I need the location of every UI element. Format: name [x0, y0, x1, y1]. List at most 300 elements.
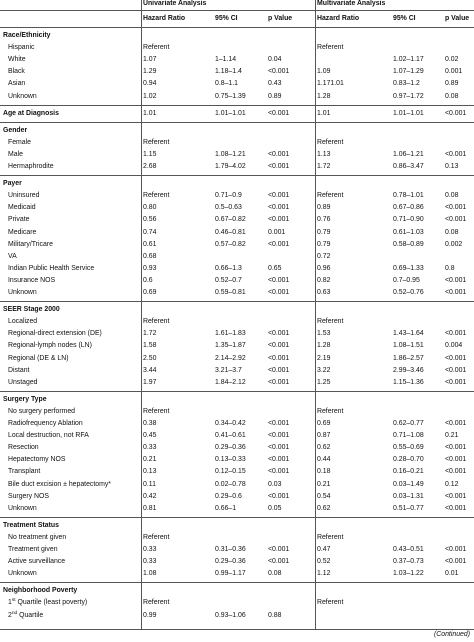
row-label: Treatment given: [8, 546, 58, 553]
table-cell: Referent: [317, 192, 344, 200]
row-label: Private: [8, 216, 30, 224]
table-cell: 0.08: [445, 192, 459, 200]
table-row: [0, 328, 474, 340]
section-title-row: [0, 178, 474, 190]
table-cell: 0.02: [445, 56, 459, 64]
row-label: Unknown: [8, 570, 37, 578]
table-cell: 0.38: [143, 420, 157, 427]
column-header-row: [0, 13, 474, 25]
table-cell: <0.001: [268, 546, 290, 553]
table-cell: 0.66–1: [215, 504, 237, 512]
table-cell: 1.12: [317, 570, 331, 578]
section-title: Treatment Status: [3, 521, 59, 529]
row-label: Unstaged: [8, 378, 38, 386]
table-cell: <0.001: [268, 216, 290, 224]
table-cell: Referent: [317, 44, 344, 52]
table-cell: <0.001: [445, 504, 467, 512]
table-cell: 1–1.14: [215, 56, 237, 64]
table-cell: <0.001: [268, 558, 290, 566]
table-cell: <0.001: [268, 366, 290, 374]
table-cell: 0.51–0.77: [393, 504, 424, 512]
table-cell: 1.02: [143, 92, 157, 100]
row-label: Unknown: [8, 289, 37, 296]
table-bottom-line: [0, 629, 474, 630]
table-cell: 0.43: [268, 80, 282, 88]
table-cell: 0.65: [268, 264, 282, 272]
table-cell: <0.001: [445, 558, 467, 566]
table-cell: 1.15–1.36: [393, 378, 424, 386]
table-cell: 0.52–0.76: [393, 289, 424, 296]
table-cell: 0.68: [143, 252, 157, 260]
ordinal-number: 1: [8, 599, 12, 607]
section-title-row: [0, 585, 474, 597]
table-cell: <0.001: [445, 420, 467, 427]
table-cell: 0.13–0.33: [215, 456, 246, 464]
table-cell: 0.88: [268, 611, 282, 619]
table-row: [0, 532, 474, 544]
table-cell: 0.69–1.33: [393, 264, 424, 272]
row-label: Unknown: [8, 504, 37, 512]
section-title: Race/Ethnicity: [3, 32, 51, 39]
table-cell: <0.001: [268, 163, 290, 170]
table-cell: 0.96: [317, 264, 331, 272]
table-cell: 1.53: [317, 330, 331, 338]
table-cell: 0.67–0.86: [393, 204, 424, 212]
table-cell: 0.58–0.89: [393, 240, 424, 248]
table-cell: 1.35–1.87: [215, 342, 246, 350]
table-row: [0, 161, 474, 173]
table-cell: <0.001: [268, 354, 290, 362]
table-row: [0, 190, 474, 202]
table-row: [0, 454, 474, 466]
section-title: Age at Diagnosis: [3, 109, 59, 117]
table-row: [0, 251, 474, 263]
table-cell: 1.25: [317, 378, 331, 386]
table-cell: Referent: [317, 599, 344, 607]
table-cell: <0.001: [268, 342, 290, 350]
table-cell: <0.001: [268, 468, 290, 476]
table-cell: 0.03: [268, 480, 282, 488]
table-cell: 0.81: [143, 504, 157, 512]
table-cell: 0.52: [317, 558, 331, 566]
table-cell: 0.33: [143, 558, 157, 566]
table-cell: 0.72: [317, 252, 331, 260]
table-cell: 0.004: [445, 342, 463, 350]
row-label: Male: [8, 150, 23, 158]
table-row: [0, 149, 474, 161]
table-cell: 0.82: [317, 276, 331, 284]
table-row: [0, 137, 474, 149]
table-cell: 0.75–1.39: [215, 92, 246, 100]
table-cell: 0.08: [445, 92, 459, 100]
table-cell: 1.58: [143, 342, 157, 350]
table-cell: 0.71–0.9: [215, 192, 242, 200]
table-cell: Referent: [317, 407, 344, 415]
table-cell: 0.13: [143, 468, 157, 476]
table-cell: 0.21: [317, 480, 331, 488]
table-row: [0, 227, 474, 239]
table-cell: 0.93: [143, 264, 157, 272]
row-label: Active surveillance: [8, 558, 66, 566]
table-cell: 1.07: [143, 56, 157, 64]
table-cell: 0.44: [317, 456, 331, 464]
table-row: [0, 430, 474, 442]
table-cell: 0.29–0.6: [215, 492, 242, 500]
table-cell: 0.04: [268, 56, 282, 64]
row-label: Female: [8, 138, 31, 146]
section-divider: [0, 105, 474, 106]
table-cell: 2.14–2.92: [215, 354, 246, 362]
section-title: SEER Stage 2000: [3, 306, 60, 314]
table-cell: 0.76: [317, 216, 331, 224]
row-label: Distant: [8, 366, 30, 374]
table-cell: 0.5–0.63: [215, 204, 242, 212]
row-label: Transplant: [8, 468, 41, 476]
table-cell: 1.15: [143, 150, 157, 158]
table-cell: 0.6: [143, 276, 153, 284]
table-cell: 0.18: [317, 468, 331, 476]
row-label: Black: [8, 68, 25, 76]
table-cell: Referent: [143, 407, 170, 415]
section-divider: [0, 175, 474, 176]
table-cell: 0.12: [445, 480, 459, 488]
section-divider: [0, 391, 474, 392]
table-row: [0, 353, 474, 365]
table-row: [0, 263, 474, 275]
table-cell: 1.171.01: [317, 80, 344, 88]
table-cell: 0.66–1.3: [215, 264, 242, 272]
table-cell: 1.01: [317, 109, 331, 117]
table-row: [0, 202, 474, 214]
table-cell: 0.71–1.08: [393, 432, 424, 440]
table-cell: <0.001: [268, 240, 290, 248]
section-divider: [0, 122, 474, 123]
table-cell: 0.99: [143, 611, 157, 619]
table-cell: 2.68: [143, 163, 157, 170]
section-divider: [0, 517, 474, 518]
table-cell: 0.59–0.81: [215, 289, 246, 296]
table-cell: 1.13: [317, 150, 331, 158]
table-cell: <0.001: [268, 68, 290, 76]
section-title: Surgery Type: [3, 395, 47, 403]
table-cell: Referent: [143, 318, 170, 326]
table-cell: 0.62: [317, 444, 331, 452]
table-row: [0, 275, 474, 287]
row-label: Uninsured: [8, 192, 40, 200]
section-title-row: [0, 108, 474, 120]
row-label: White: [8, 56, 26, 64]
table-cell: 0.13: [445, 163, 459, 170]
table-cell: <0.001: [445, 216, 467, 224]
section-title: Gender: [3, 126, 28, 134]
table-cell: 0.03–1.31: [393, 492, 424, 500]
table-cell: 0.97–1.72: [393, 92, 424, 100]
row-label: Hispanic: [8, 44, 35, 52]
p-multi-header: p Value: [445, 15, 470, 22]
table-cell: 2.50: [143, 354, 157, 362]
table-cell: 0.63: [317, 289, 331, 296]
table-cell: 0.86–3.47: [393, 163, 424, 170]
row-label: Regional (DE & LN): [8, 354, 69, 362]
table-cell: 0.33: [143, 444, 157, 452]
table-row: [0, 544, 474, 556]
table-cell: <0.001: [445, 276, 467, 284]
table-cell: <0.001: [445, 492, 467, 500]
table-cell: 1.43–1.64: [393, 330, 424, 338]
table-cell: 2.99–3.46: [393, 366, 424, 374]
table-cell: Referent: [317, 533, 344, 541]
table-cell: Referent: [143, 533, 170, 541]
table-cell: 1.08–1.51: [393, 342, 424, 350]
row-label: No surgery performed: [8, 407, 76, 415]
table-cell: 1.28: [317, 342, 331, 350]
table-cell: 1.06–1.21: [393, 150, 424, 158]
row-label: No treatment given: [8, 533, 67, 541]
table-cell: 1.86–2.57: [393, 354, 424, 362]
table-cell: 0.8: [445, 264, 455, 272]
table-cell: 0.47: [317, 546, 331, 553]
table-cell: <0.001: [268, 444, 290, 452]
table-cell: <0.001: [268, 330, 290, 338]
table-row: [0, 503, 474, 515]
table-cell: 0.69: [143, 289, 157, 296]
table-cell: <0.001: [445, 444, 467, 452]
row-label: Medicaid: [8, 204, 36, 212]
table-cell: 3.21–3.7: [215, 366, 242, 374]
table-cell: 0.57–0.82: [215, 240, 246, 248]
table-cell: 1.03–1.22: [393, 570, 424, 578]
table-cell: 1.08–1.21: [215, 150, 246, 158]
row-label: Regional-lymph nodes (LN): [8, 342, 92, 350]
table-cell: 0.21: [445, 432, 459, 440]
table-cell: 0.08: [268, 570, 282, 578]
row-label: Asian: [8, 80, 26, 88]
table-cell: <0.001: [268, 192, 290, 200]
table-cell: Referent: [143, 44, 170, 52]
table-row: [0, 91, 474, 103]
section-divider: [0, 301, 474, 302]
table-cell: 0.78–1.01: [393, 192, 424, 200]
row-label: Resection: [8, 444, 39, 452]
table-cell: <0.001: [445, 366, 467, 374]
table-cell: 0.05: [268, 504, 282, 512]
table-cell: 0.56: [143, 216, 157, 224]
table-cell: 0.83–1.2: [393, 80, 420, 88]
table-cell: 3.44: [143, 366, 157, 374]
table-cell: 0.29–0.36: [215, 558, 246, 566]
table-row: [0, 287, 474, 299]
table-row: [0, 556, 474, 568]
table-cell: <0.001: [445, 109, 467, 117]
ordinal-number: 2: [8, 611, 12, 619]
table-cell: 0.34–0.42: [215, 420, 246, 427]
table-cell: Referent: [317, 138, 344, 146]
row-label: [8, 597, 140, 609]
table-cell: 0.37–0.73: [393, 558, 424, 566]
table-row: [0, 406, 474, 418]
table-cell: 0.69: [317, 420, 331, 427]
table-cell: <0.001: [268, 289, 290, 296]
section-title-row: [0, 394, 474, 406]
table-cell: 0.41–0.61: [215, 432, 246, 440]
table-cell: <0.001: [268, 276, 290, 284]
table-cell: <0.001: [268, 150, 290, 158]
header-group-row: [0, 0, 474, 10]
row-label: VA: [8, 252, 17, 260]
table-cell: 0.55–0.69: [393, 444, 424, 452]
table-row: [0, 42, 474, 54]
table-cell: Referent: [143, 192, 170, 200]
table-row: [0, 66, 474, 78]
table-cell: 1.97: [143, 378, 157, 386]
row-label: Surgery NOS: [8, 492, 49, 500]
table-cell: 0.08: [445, 228, 459, 236]
header-group-line: [0, 10, 474, 11]
table-cell: 0.67–0.82: [215, 216, 246, 224]
table-cell: Referent: [143, 138, 170, 146]
row-label: Radiofrequency Ablation: [8, 420, 83, 427]
table-cell: <0.001: [445, 468, 467, 476]
table-row: [0, 239, 474, 251]
table-row: [0, 491, 474, 503]
p-uni-header: p Value: [268, 15, 293, 22]
table-cell: 0.02–0.78: [215, 480, 246, 488]
row-label: Regional-direct extension (DE): [8, 330, 102, 338]
table-cell: 0.03–1.49: [393, 480, 424, 488]
table-cell: 0.21: [143, 456, 157, 464]
table-cell: 1.02–1.17: [393, 56, 424, 64]
header-bottom-line: [0, 27, 474, 28]
quartile-text: Quartile: [17, 611, 44, 619]
multivariate-header: Multivariate Analysis: [317, 0, 386, 7]
table-cell: 1.08: [143, 570, 157, 578]
row-label: Indian Public Health Service: [8, 264, 95, 272]
row-label: Localized: [8, 318, 38, 326]
table-row: [0, 54, 474, 66]
table-cell: 0.99–1.17: [215, 570, 246, 578]
hr-uni-header: Hazard Ratio: [143, 15, 186, 22]
row-label: Local destruction, not RFA: [8, 432, 89, 440]
table-cell: 0.89: [317, 204, 331, 212]
row-label: Bile duct excision ± hepatectomy*: [8, 480, 111, 488]
univariate-header: Univariate Analysis: [143, 0, 207, 7]
table-cell: 1.84–2.12: [215, 378, 246, 386]
table-cell: 1.61–1.83: [215, 330, 246, 338]
table-cell: 1.01–1.01: [393, 109, 424, 117]
table-cell: 0.33: [143, 546, 157, 553]
table-cell: 1.79–4.02: [215, 163, 246, 170]
table-row: [0, 442, 474, 454]
table-row: [0, 214, 474, 226]
table-row: [0, 377, 474, 389]
table-cell: Referent: [317, 318, 344, 326]
table-cell: 1.72: [143, 330, 157, 338]
table-cell: 0.11: [143, 480, 156, 488]
table-cell: 0.61: [143, 240, 157, 248]
table-cell: 0.93–1.06: [215, 611, 246, 619]
table-cell: <0.001: [445, 204, 467, 212]
ordinal-suffix: nd: [11, 610, 18, 616]
table-cell: <0.001: [445, 150, 467, 158]
table-cell: <0.001: [268, 456, 290, 464]
table-cell: <0.001: [445, 354, 467, 362]
table-row: [0, 365, 474, 377]
table-cell: 0.79: [317, 240, 331, 248]
table-cell: 0.001: [268, 228, 286, 236]
table-cell: 0.16–0.21: [393, 468, 424, 476]
table-cell: 0.74: [143, 228, 157, 236]
table-row: [0, 316, 474, 328]
table-cell: 1.28: [317, 92, 331, 100]
table-cell: 0.89: [268, 92, 282, 100]
row-label: Hepatectomy NOS: [8, 456, 66, 464]
section-title-row: [0, 304, 474, 316]
row-label: Hermaphrodite: [8, 163, 54, 170]
table-cell: <0.001: [268, 378, 290, 386]
table-cell: 1.07–1.29: [393, 68, 424, 76]
table-cell: <0.001: [445, 289, 467, 296]
table-row: [0, 466, 474, 478]
table-cell: 0.61–1.03: [393, 228, 424, 236]
table-cell: <0.001: [445, 546, 467, 553]
table-cell: <0.001: [268, 492, 290, 500]
table-row: [0, 610, 474, 622]
table-cell: 0.62–0.77: [393, 420, 424, 427]
table-cell: 0.62: [317, 504, 331, 512]
table-row: [0, 597, 474, 609]
quartile-text: Quartile (least poverty): [15, 599, 88, 607]
table-cell: 3.22: [317, 366, 331, 374]
table-cell: 0.28–0.70: [393, 456, 424, 464]
table-cell: 0.54: [317, 492, 331, 500]
table-cell: 0.45: [143, 432, 157, 440]
table-cell: 0.46–0.81: [215, 228, 246, 236]
ci-uni-header: 95% CI: [215, 15, 238, 22]
table-cell: <0.001: [445, 378, 467, 386]
table-row: [0, 340, 474, 352]
table-cell: 0.29–0.36: [215, 444, 246, 452]
continued-note: (Continued): [433, 631, 470, 638]
table-row: [0, 418, 474, 430]
row-label: Unknown: [8, 92, 37, 100]
table-cell: 0.002: [445, 240, 463, 248]
table-cell: 0.94: [143, 80, 157, 88]
table-row: [0, 568, 474, 580]
row-label: Military/Tricare: [8, 240, 53, 248]
table-cell: 0.7–0.95: [393, 276, 420, 284]
row-label: [8, 610, 140, 622]
table-cell: 1.01: [143, 109, 157, 117]
section-title-row: [0, 520, 474, 532]
section-title: Payer: [3, 180, 22, 188]
section-title-row: [0, 30, 474, 42]
row-label: Insurance NOS: [8, 276, 56, 284]
table-cell: 1.18–1.4: [215, 68, 242, 76]
hr-multi-header: Hazard Ratio: [317, 15, 360, 22]
table-cell: 0.001: [445, 68, 463, 76]
table-cell: <0.001: [268, 109, 290, 117]
table-cell: 1.29: [143, 68, 157, 76]
table-cell: 0.31–0.36: [215, 546, 246, 553]
table-cell: <0.001: [268, 420, 290, 427]
table-cell: <0.001: [445, 330, 467, 338]
table-cell: 2.19: [317, 354, 331, 362]
table-cell: 0.89: [445, 80, 459, 88]
section-divider: [0, 582, 474, 583]
table-cell: 0.8–1.1: [215, 80, 238, 88]
section-title-row: [0, 125, 474, 137]
table-cell: Referent: [143, 599, 170, 607]
